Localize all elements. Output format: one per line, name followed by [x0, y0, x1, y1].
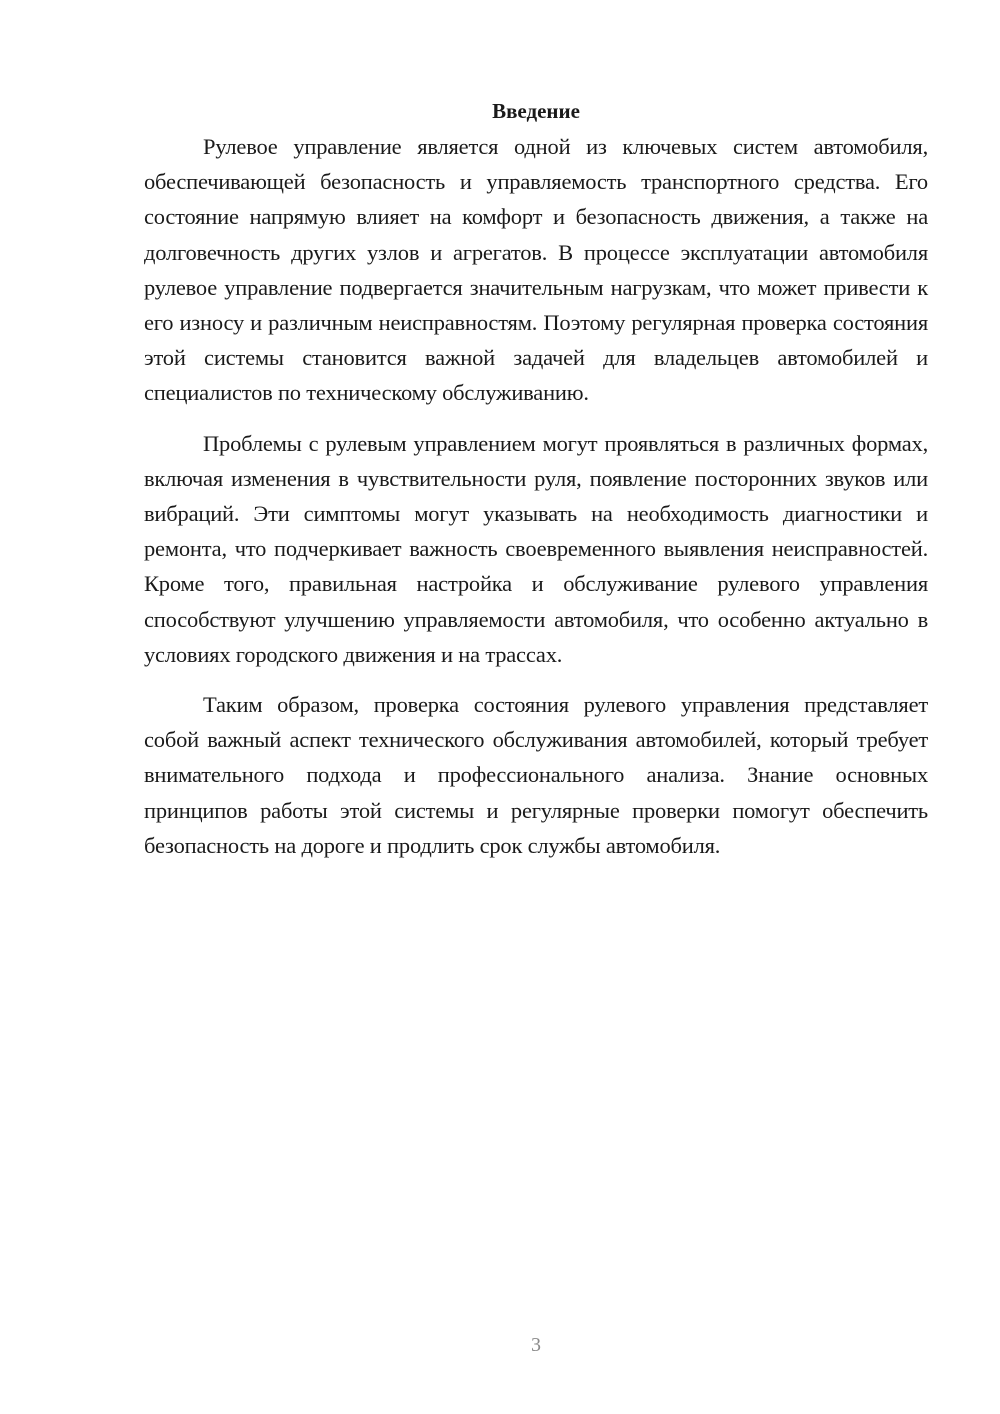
- paragraph-3: Таким образом, проверка состояния рулевого управления представляет собой важный аспект технического обслуживания автомобилей, который требует внимательного подхода и профессионального анализа. Знание основных принципов работы этой системы и регулярные проверки помогут обеспечить безопасность на дороге и продлить срок службы автомобиля.: [144, 692, 928, 858]
- page-content: [144, 96, 928, 878]
- section-heading: Введение: [492, 99, 580, 123]
- paragraph-2: Проблемы с рулевым управлением могут проявляться в различных формах, включая изменения в чувствительности руля, появление посторонних звуков или вибраций. Эти симптомы могут указывать на необходимость диагностики и ремонта, что подчеркивает важность своевременного выявления неисправностей. Кроме того, правильная настройка и обслуживание рулевого управления способствуют улучшению управляемости автомобиля, что особенно актуально в условиях городского движения и на трассах.: [144, 430, 928, 667]
- paragraph-1: Рулевое управление является одной из ключевых систем автомобиля, обеспечивающей безопасность и управляемость транспортного средства. Его состояние напрямую влияет на комфорт и безопасность движения, а также на долговечность других узлов и агрегатов. В процессе эксплуатации автомобиля рулевое управление подвергается значительным нагрузкам, что может привести к его износу и различным неисправностям. Поэтому регулярная проверка состояния этой системы становится важной задачей для владельцев автомобилей и специалистов по техническому обслуживанию.: [144, 134, 928, 406]
- page-number: 3: [531, 1334, 541, 1356]
